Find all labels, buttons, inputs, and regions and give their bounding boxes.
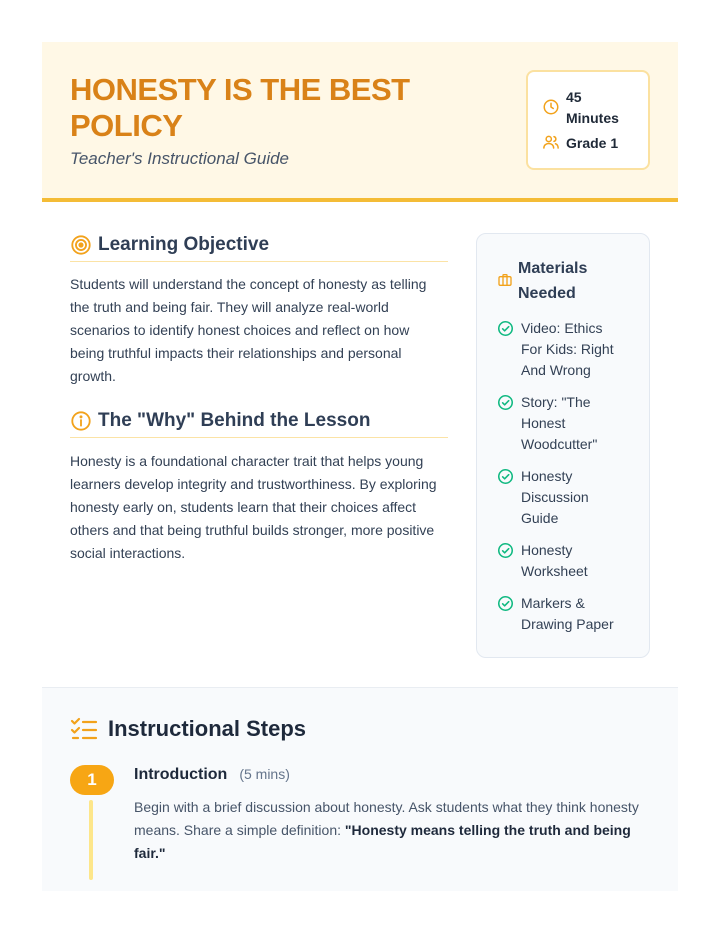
- grade-text: Grade 1: [566, 135, 619, 151]
- page-subtitle: Teacher's Instructional Guide: [70, 149, 290, 168]
- grade-row: [542, 133, 618, 154]
- target-icon: [70, 234, 92, 256]
- instructional-steps: [42, 687, 678, 891]
- material-label: Video: Ethics For Kids: Right And Wrong: [521, 320, 614, 378]
- step-description-text: Begin with a brief discussion about honesty. Ask students what they think honesty means. Share a simple definition:: [134, 799, 639, 838]
- why-text: Honesty is a foundational character trait that helps young learners develop integrity and trustworthiness. By exploring honesty early on, students learn that their choices affect others and that being truthful builds stronger, more positive social interactions.: [70, 453, 437, 561]
- materials-list: [497, 318, 625, 646]
- material-item: [497, 593, 625, 635]
- material-label: Honesty Worksheet: [521, 542, 588, 579]
- material-label: Honesty Discussion Guide: [521, 468, 589, 526]
- users-icon: [542, 133, 560, 151]
- material-item: [497, 540, 625, 582]
- materials-title: Materials Needed: [518, 260, 588, 302]
- material-item: [497, 466, 625, 529]
- material-label: Markers & Drawing Paper: [521, 595, 614, 632]
- info-icon: [70, 410, 92, 432]
- lesson-meta-card: [526, 70, 650, 170]
- material-label: Story: "The Honest Woodcutter": [521, 394, 598, 452]
- lesson-page: [42, 42, 678, 861]
- why-title: The "Why" Behind the Lesson: [98, 409, 371, 431]
- objective-text: Students will understand the concept of honesty as telling the truth and being fair. They will analyze real-world scenarios to identify honest choices and reflect on how being truthful impacts their relationships and personal growth.: [70, 276, 427, 384]
- objective-heading: [70, 228, 448, 262]
- check-circle-icon: [497, 394, 514, 411]
- duration-row: [542, 87, 626, 129]
- check-circle-icon: [497, 595, 514, 612]
- page-title: HONESTY IS THE BEST POLICY: [70, 72, 410, 143]
- material-item: [497, 392, 625, 455]
- objective-title: Learning Objective: [98, 233, 270, 255]
- material-item: [497, 318, 625, 381]
- check-circle-icon: [497, 542, 514, 559]
- materials-card: [476, 233, 650, 658]
- step-number-badge: 1: [70, 765, 114, 795]
- step-description: [134, 796, 654, 865]
- check-circle-icon: [497, 468, 514, 485]
- header: [42, 42, 678, 202]
- step-header: [134, 766, 290, 784]
- steps-heading: [70, 716, 306, 742]
- why-heading: [70, 404, 448, 438]
- step-timeline-line: [89, 800, 93, 880]
- step-title: Introduction: [134, 766, 228, 783]
- clock-icon: [542, 98, 560, 116]
- check-circle-icon: [497, 320, 514, 337]
- steps-title: Instructional Steps: [108, 716, 307, 741]
- briefcase-icon: [497, 272, 513, 288]
- materials-heading: [497, 256, 608, 306]
- duration-text: 45 Minutes: [566, 89, 619, 126]
- list-checks-icon: [70, 716, 98, 742]
- step-duration: (5 mins): [239, 766, 290, 782]
- step-definition: "Honesty means telling the truth and being fair.": [134, 822, 631, 861]
